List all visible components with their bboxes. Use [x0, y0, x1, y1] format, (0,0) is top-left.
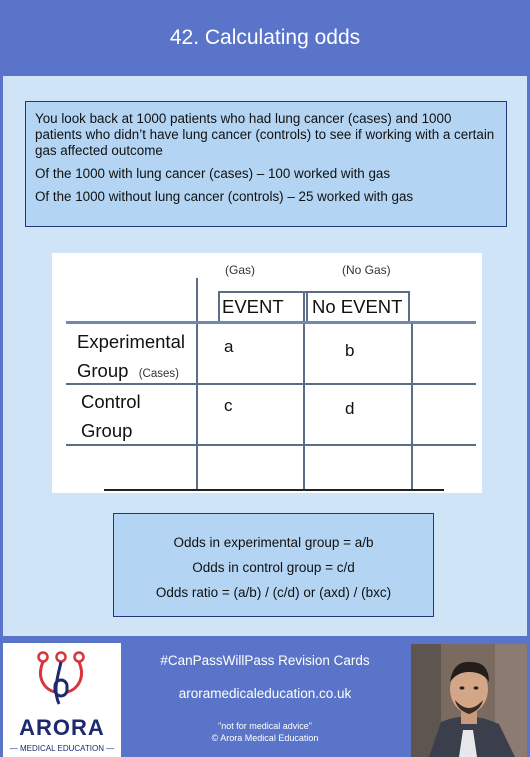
formula-odds-control: Odds in control group = c/d — [192, 560, 355, 575]
table-divider — [408, 293, 410, 322]
col-header-event: EVENT — [222, 296, 284, 317]
table-divider — [66, 321, 476, 324]
col-tag-no-gas: (No Gas) — [342, 263, 391, 277]
scenario-intro: You look back at 1000 patients who had lung cancer (cases) and 1000 patients who didn’t have lung cancer (controls) to see if working with a certain gas affected outcome — [35, 111, 495, 158]
scenario-controls: Of the 1000 without lung cancer (controls) – 25 worked with gas — [35, 189, 414, 204]
stethoscope-logo-icon — [33, 650, 89, 712]
scenario-box — [25, 101, 507, 227]
cell-b: b — [345, 341, 355, 360]
hashtag-text: #CanPassWillPass Revision Cards — [160, 653, 370, 668]
row-label-experimental: Experimental Group (Cases) — [77, 331, 185, 381]
col-tag-gas: (Gas) — [225, 263, 255, 277]
formula-box — [113, 513, 434, 617]
scenario-cases: Of the 1000 with lung cancer (cases) – 100 worked with gas — [35, 166, 391, 181]
table-divider — [104, 489, 444, 491]
person-photo-icon — [411, 644, 527, 757]
author-photo — [411, 644, 527, 757]
table-divider — [218, 291, 410, 293]
cell-a: a — [224, 337, 234, 356]
disclaimer-note: "not for medical advice" © Arora Medical Education — [211, 721, 319, 743]
website-link[interactable]: aroramedicaleducation.co.uk — [178, 686, 352, 701]
col-header-no-event: No EVENT — [312, 296, 403, 317]
table-divider — [306, 293, 308, 322]
cell-d: d — [345, 399, 355, 418]
table-divider — [218, 293, 220, 322]
row-label-control: Control Group — [81, 391, 141, 441]
cell-c: c — [224, 396, 233, 415]
row-tag-cases: (Cases) — [138, 368, 179, 380]
page-title: 42. Calculating odds — [169, 26, 361, 49]
logo-subtitle: — MEDICAL EDUCATION — — [9, 744, 115, 753]
formula-odds-ratio: Odds ratio = (a/b) / (c/d) or (axd) / (bxc) — [155, 585, 392, 600]
contingency-table — [52, 253, 482, 493]
logo — [3, 643, 121, 757]
logo-name: ARORA — [19, 715, 105, 740]
table-divider — [411, 322, 413, 491]
main-panel — [3, 76, 527, 636]
footer — [0, 636, 530, 757]
formula-odds-experimental: Odds in experimental group = a/b — [173, 535, 374, 550]
